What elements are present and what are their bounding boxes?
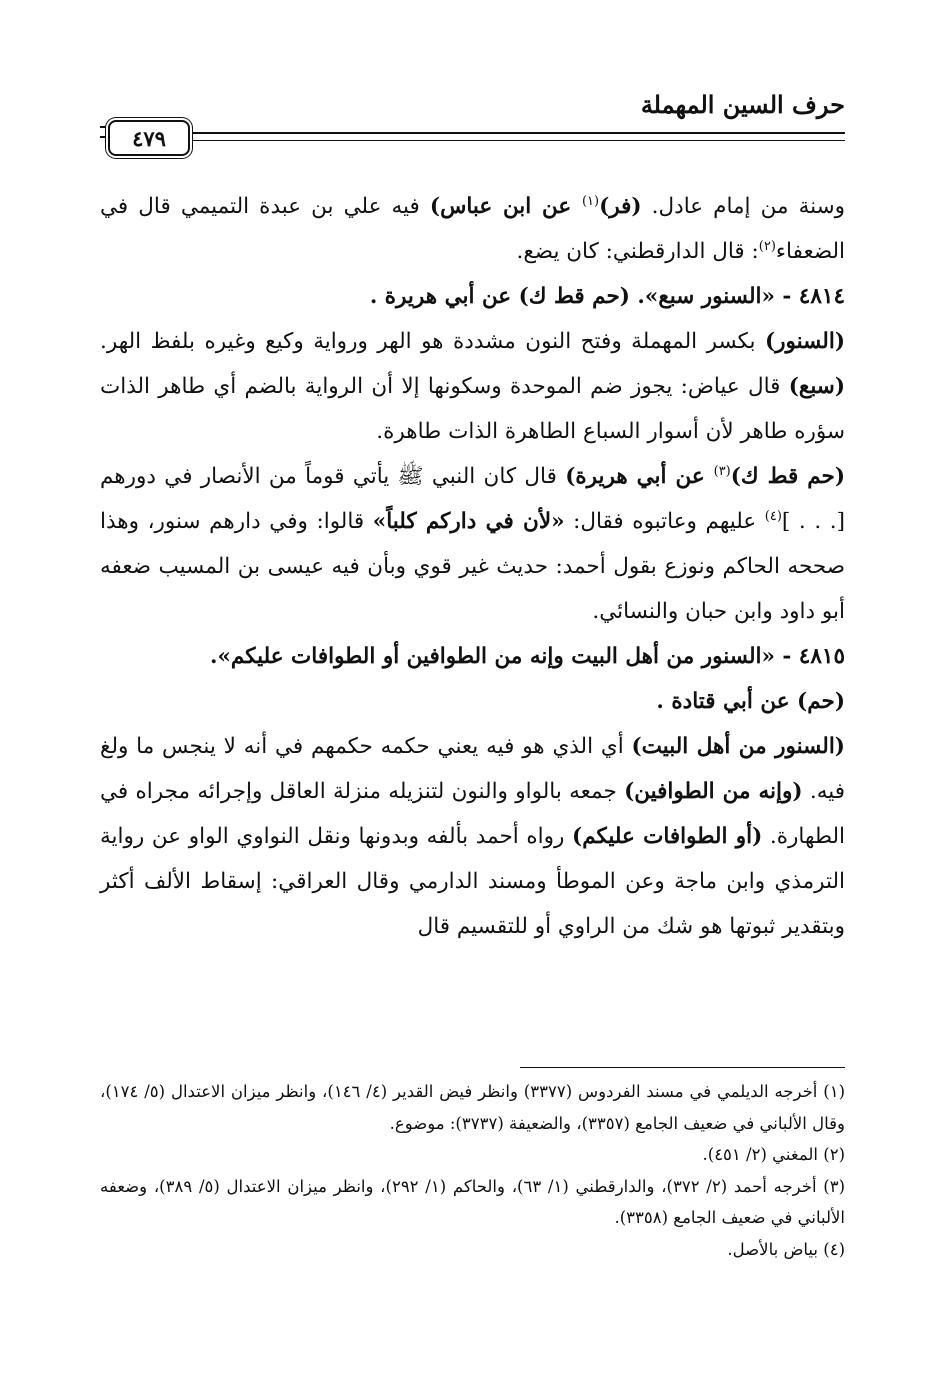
header-rule [124, 132, 845, 134]
text-run: قالوا: وفي دارهم سنور، وهذا صححه الحاكم ونوزع بقول أحمد: حديث غير قوي وبأن فيه عيسى بن المسيب ضعفه أبو داود وابن حبان والنسائي. [100, 509, 845, 624]
page [100, 80, 845, 1310]
narrator: عن ابن عباس) [429, 194, 582, 219]
text-run: قال كان النبي ﷺ يأتي قوماً من الأنصار في دورهم [. . . ] [100, 464, 845, 534]
footnotes [100, 1076, 845, 1265]
commentary-paragraph [100, 724, 845, 949]
text-run: وسنة من إمام عادل. [641, 194, 845, 219]
narrator: عن أبي هريرة) [565, 464, 714, 489]
quoted-hadith: «لأن في داركم كلباً» [372, 509, 565, 534]
hadith-entry-4815: ٤٨١٥ - «السنور من أهل البيت وإنه من الطوافين أو الطوافات عليكم». [210, 644, 845, 669]
footnote-ref[interactable]: (٤) [764, 508, 782, 524]
text-run: قال عياض: يجوز ضم الموحدة وسكونها إلا أن الرواية بالضم أي طاهر الذات سؤره طاهر لأن أسوار السباع الطاهرة الذات طاهرة. [100, 374, 845, 444]
text-run: بكسر المهملة وفتح النون مشددة هو الهر ورواية وكيع وغيره بلفظ الهر. [100, 329, 765, 354]
commentary-paragraph [100, 454, 845, 634]
text-run: : قال الدارقطني: كان يضع. [516, 239, 759, 264]
quoted-term: (أو الطوافات عليكم) [572, 824, 763, 849]
footnote-ref[interactable]: (١) [581, 193, 600, 209]
footnote-divider [520, 1067, 845, 1068]
quoted-term: (سبع) [788, 374, 845, 399]
main-text [100, 184, 845, 949]
quoted-term: (السنور من أهل البيت) [631, 734, 845, 759]
commentary-paragraph [100, 319, 845, 454]
text-run: جمعه بالواو والنون لتنزيله منزلة العاقل وإجرائه مجراه في الطهارة. [100, 779, 846, 849]
footnote-ref[interactable]: (٣) [713, 463, 731, 479]
text-run: أي الذي هو فيه يعني حكمه حكمهم في أنه لا ينجس ما ولغ فيه. [100, 734, 845, 804]
hadith-entry-4814: ٤٨١٤ - «السنور سبع». (حم قط ك) عن أبي هريرة . [369, 284, 845, 309]
footnote-2: (٢) المغني (٢/ ٤٥١). [702, 1145, 845, 1164]
footnote-ref[interactable]: (٢) [758, 238, 776, 254]
header-rule-thin [124, 140, 845, 141]
source-code: (حم قط ك) [730, 464, 846, 489]
paragraph-continuation [100, 184, 845, 274]
quoted-term: (السنور) [764, 329, 845, 354]
header-rule-end-mark [100, 126, 106, 128]
text-run: رواه أحمد بألفه وبدونها ونقل النواوي الواو عن رواية الترمذي وابن ماجة وعن الموطأ ومسند الدارمي وقال العراقي: إسقاط الألف أكثر وبتقدير ثبوتها هو شك من الراوي أو للتقسيم قال [100, 824, 845, 939]
text-run: فيه علي بن عبدة التميمي قال في الضعفاء [100, 194, 845, 264]
running-title: حرف السين المهملة [640, 90, 845, 119]
page-number: ٤٧٩ [108, 120, 190, 156]
hadith-entry-4815-source: (حم) عن أبي قتادة . [656, 689, 845, 714]
footnote-4: (٤) بياض بالأصل. [727, 1239, 845, 1259]
source-code: (فر) [599, 194, 642, 219]
header-rule-end-mark [100, 136, 106, 138]
text-run: عليهم وعاتبوه فقال: [564, 509, 765, 534]
quoted-term: (وإنه من الطوافين) [624, 779, 803, 804]
footnote-3: (٣) أخرجه أحمد (٢/ ٣٧٢)، والدارقطني (١/ ٦٣)، والحاكم (١/ ٢٩٢)، وانظر ميزان الاعتدال (٥/ ٣٨٩)، وضعفه الألباني في ضعيف الجامع (٣٣٥٨). [100, 1176, 846, 1227]
footnote-1: (١) أخرجه الديلمي في مسند الفردوس (٣٣٧٧) وانظر فيض القدير (٤/ ١٤٦)، وانظر ميزان الاعتدال (٥/ ١٧٤)، وقال الألباني في ضعيف الجامع (٣٣٥٧)، والضعيفة (٣٧٣٧): موضوع. [100, 1082, 846, 1133]
